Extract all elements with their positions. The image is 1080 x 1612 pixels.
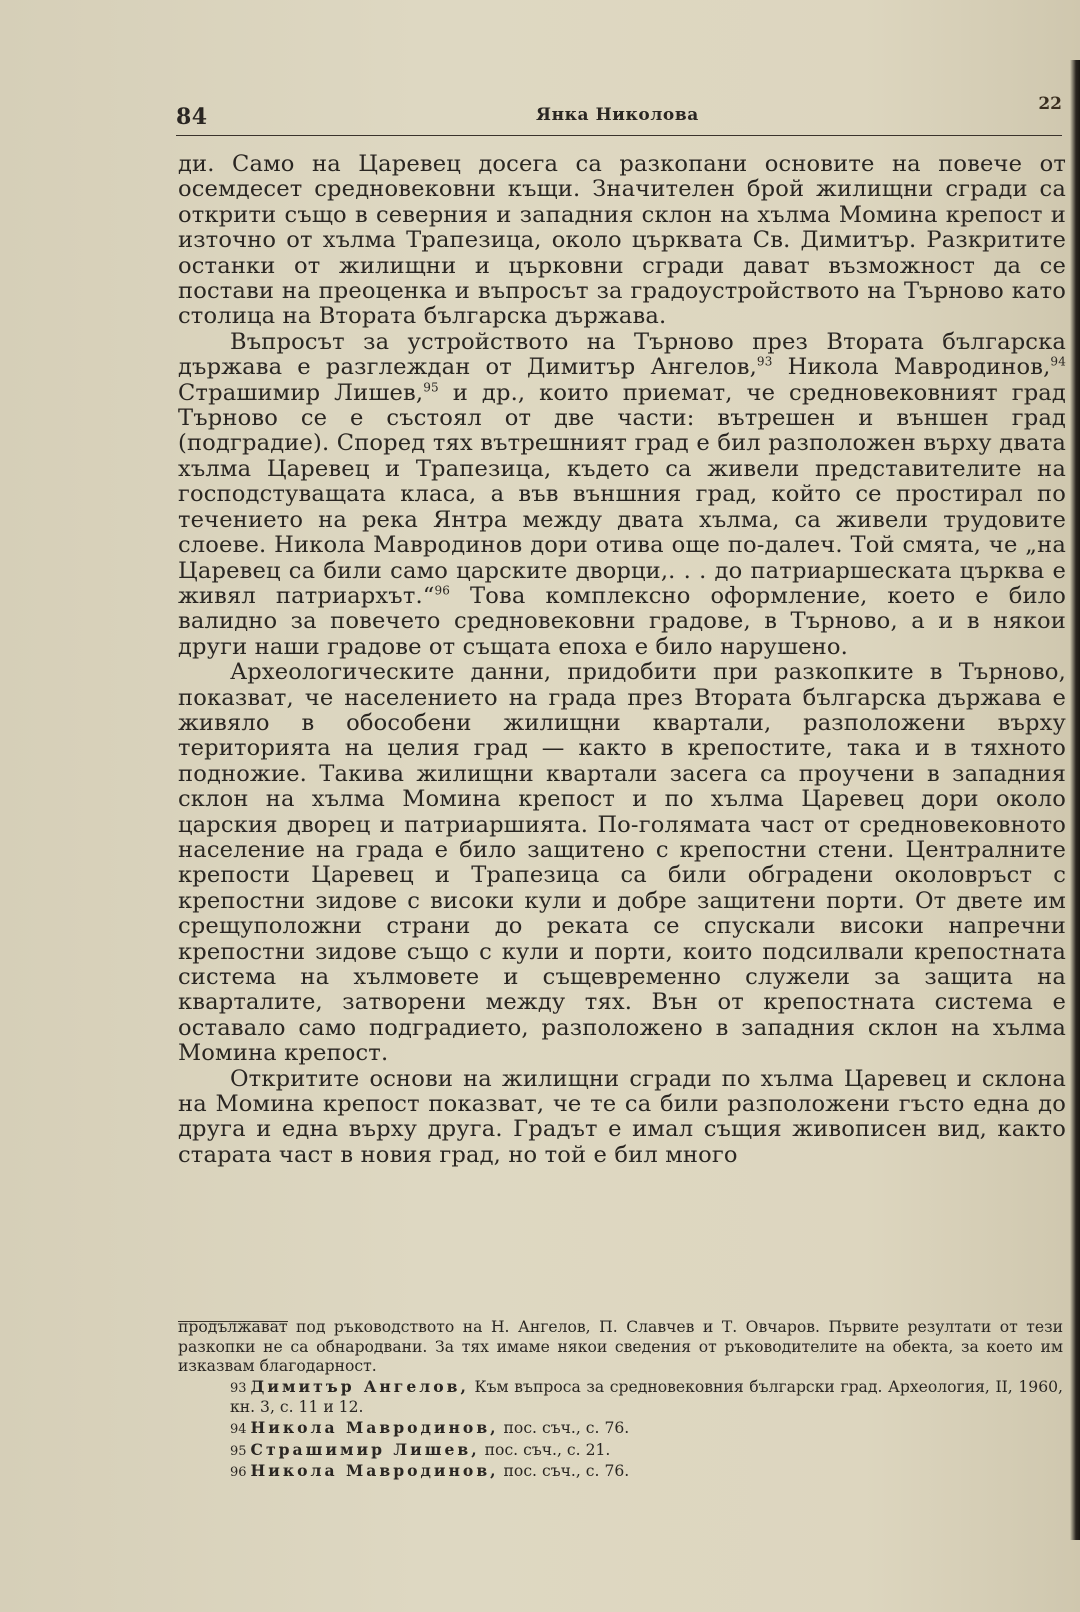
footnote-ref-96: 96 bbox=[434, 583, 451, 598]
paragraph-1: ди. Само на Царевец досега са разкопани основите на повече от осемдесет средновековни къщи. Значителен брой жилищни сгради са открити също в северния и западния склон на хълма Момина крепост и източно от хълма Трапезица, около църквата Св. Димитър. Разкритите останки от жилищни и църковни сгради дават възможност да се постави на преоценка и въпросът за градоустройството на Търново като столица на Втората българска държава. bbox=[178, 151, 1066, 330]
header-rule bbox=[176, 135, 1062, 136]
footnote-96: 96 Никола Мавродинов, пос. съч., с. 76. bbox=[230, 1461, 630, 1481]
running-head-author: Янка Николова bbox=[536, 105, 699, 125]
page-edge-shadow bbox=[1070, 60, 1080, 1540]
paragraph-3: Археологическите данни, придобити при разкопките в Търново, показват, че населението на града през Втората българска държава е живяло в обособени жилищни квартали, разположени върху територията на целия град — както в крепостите, така и в тяхното подножие. Такива жилищни квартали засега са проучени в западния склон на хълма Момина крепост и по хълма Царевец дори около царския дворец и патриаршията. По-голямата част от средновековното население на града е било защитено с крепостни стени. Централните крепости Царевец и Трапезица са били обградени околовръст с крепостни зидове с високи кули и добре защитени порти. От двете им срещуположни страни до реката се спускали високи напречни крепостни зидове също с кули и порти, които подсилвали крепостната система на хълмовете и същевременно служели за защита на кварталите, затворени между тях. Вън от крепостната система е оставало само подградието, разположено в западния склон на хълма Момина крепост. bbox=[178, 659, 1066, 1067]
paragraph-2: Въпросът за устройството на Търново през Втората българска държава е разглеждан от Димитър Ангелов,$^{93}$ Никола Мавродинов,$^{94}$ Страшимир Лишев,$^{95}$ и др., които приемат, че средновековният град Търново се е състоял от две части: вътрешен и външен град (подградие). Според тях вътрешният град е бил разположен върху двата хълма Царевец и Трапезица, където са живели представителите на господстуващата класа, а във външния град, който се простирал по течението на река Янтра между двата хълма, са живели трудовите слоеве. Никола Мавродинов дори отива още по-далеч. Той смята, че „на Царевец са били само царските дворци,. . . до патриаршеската църква е живял патриархът.“$^{96}$ Това комплексно оформление, което е било валидно за повечето средновековни градове, в Търново, а и в някои други наши градове от същата епоха е било нарушено. bbox=[178, 328, 1066, 660]
page-number: 84 bbox=[176, 104, 208, 130]
footnote-95: 95 Страшимир Лишев, пос. съч., с. 21. bbox=[230, 1439, 611, 1459]
footnote-ref-93: 93 bbox=[756, 354, 773, 369]
edge-tab-number: 22 bbox=[1038, 94, 1062, 114]
footnote-ref-94: 94 bbox=[1050, 354, 1066, 369]
footnote-93: 93 Димитър Ангелов, Към въпроса за средновековния български град. Археология, II, 1960, кн. 3, с. 11 и 12. bbox=[230, 1376, 1064, 1417]
footnotes bbox=[178, 1318, 1063, 1483]
paragraph-4: Откритите основи на жилищни сгради по хълма Царевец и склона на Момина крепост показват, че те са били разположени гъсто една до друга и една върху друга. Градът е имал същия живописен вид, както старата част в новия град, но той е бил много bbox=[178, 1065, 1066, 1168]
footnote-94: 94 Никола Мавродинов, пос. съч., с. 76. bbox=[230, 1417, 630, 1437]
footnote-ref-95: 95 bbox=[423, 380, 439, 395]
page-header bbox=[176, 94, 1066, 138]
main-text bbox=[178, 152, 1066, 1168]
footnote-continuation: продължават под ръководството на Н. Ангелов, П. Славчев и Т. Овчаров. Първите резултати от тези разкопки не са обнародвани. За тях имаме някои сведения от ръководителите на обекта, за което им изказвам благодарност. bbox=[178, 1318, 1063, 1376]
